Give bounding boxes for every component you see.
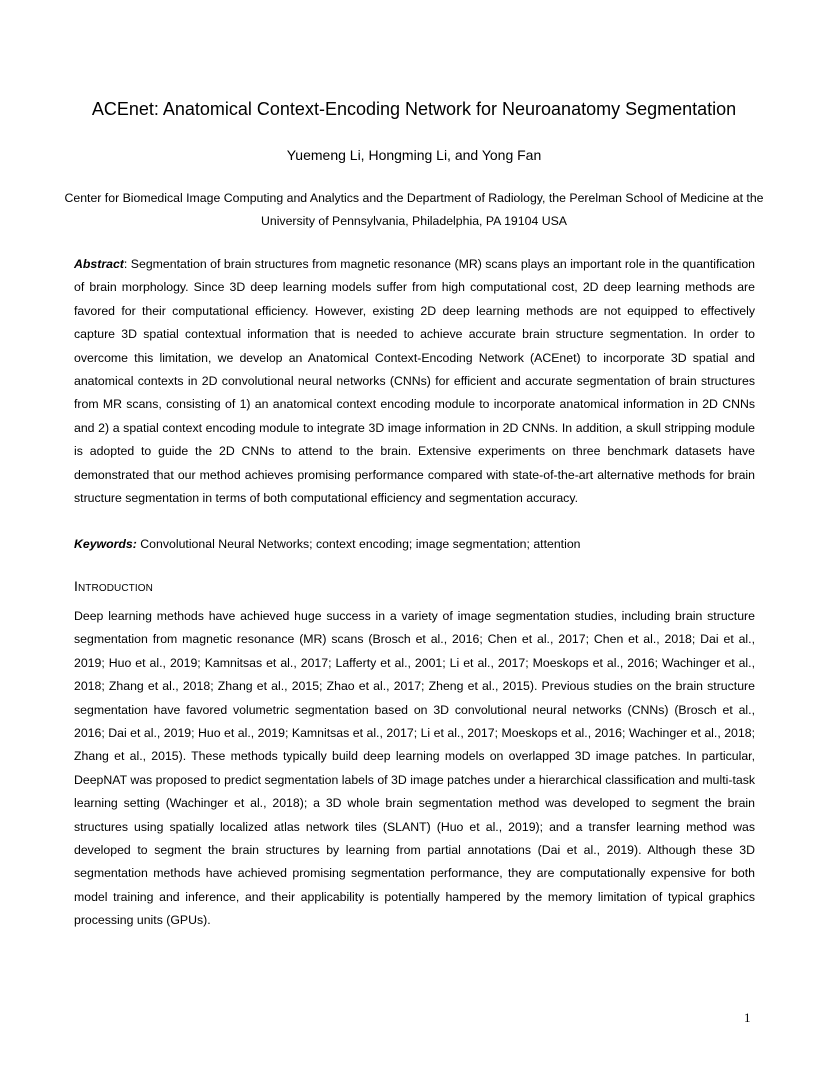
keywords [74, 533, 755, 556]
abstract-label: Abstract [74, 257, 124, 271]
paper-title: ACEnet: Anatomical Context-Encoding Network for Neuroanatomy Segmentation [91, 99, 737, 119]
affiliation: Center for Biomedical Image Computing and Analytics and the Department of Radiology, the Perelman School of Medicine at the University of Pennsylvania, Philadelphia, PA 19104 USA [64, 191, 764, 228]
abstract-text: : Segmentation of brain structures from magnetic resonance (MR) scans plays an important role in the quantification of brain morphology. Since 3D deep learning models suffer from high computational cost, 2D deep learning methods are favored for their computational efficiency. However, existing 2D deep learning methods are not equipped to effectively capture 3D spatial contextual information that is needed to achieve accurate brain structure segmentation. In order to overcome this limitation, we develop an Anatomical Context-Encoding Network (ACEnet) to incorporate 3D spatial and anatomical contexts in 2D convolutional neural networks (CNNs) for efficient and accurate segmentation of brain structures from MR scans, consisting of 1) an anatomical context encoding module to incorporate anatomical information in 2D CNNs and 2) a spatial context encoding module to integrate 3D image information in 2D CNNs. In addition, a skull stripping module is adopted to guide the 2D CNNs to attend to the brain. Extensive experiments on three benchmark datasets have demonstrated that our method achieves promising performance compared with state-of-the-art alternative methods for brain structure segmentation in terms of both computational efficiency and segmentation accuracy. [74, 257, 755, 506]
keywords-label: Keywords: [74, 537, 137, 551]
page-number: 1 [744, 1010, 751, 1025]
abstract [74, 253, 755, 510]
section-heading-introduction: Introduction [74, 578, 153, 594]
author-list: Yuemeng Li, Hongming Li, and Yong Fan [286, 147, 542, 163]
keywords-text: Convolutional Neural Networks; context encoding; image segmentation; attention [136, 537, 581, 551]
introduction-paragraph: Deep learning methods have achieved huge success in a variety of image segmentation studies, including brain structure segmentation from magnetic resonance (MR) scans (Brosch et al., 2016; Chen et al., 2017; Chen et al., 2018; Dai et al., 2019; Huo et al., 2019; Kamnitsas et al., 2017; Lafferty et al., 2001; Li et al., 2017; Moeskops et al., 2016; Wachinger et al., 2018; Zhang et al., 2018; Zhang et al., 2015; Zhao et al., 2017; Zheng et al., 2015). Previous studies on the brain structure segmentation have favored volumetric segmentation based on 3D convolutional neural networks (CNNs) (Brosch et al., 2016; Dai et al., 2019; Huo et al., 2019; Kamnitsas et al., 2017; Li et al., 2017; Moeskops et al., 2016; Wachinger et al., 2018; Zhang et al., 2015). These methods typically build deep learning models on overlapped 3D image patches. In particular, DeepNAT was proposed to predict segmentation labels of 3D image patches under a hierarchical classification and multi-task learning setting (Wachinger et al., 2018); a 3D whole brain segmentation method was developed to segment the brain structures using spatially localized atlas network tiles (SLANT) (Huo et al., 2019); and a transfer learning method was developed to segment the brain structures by learning from partial annotations (Dai et al., 2019). Although these 3D segmentation methods have achieved promising segmentation performance, they are computationally expensive for both model training and inference, and their applicability is potentially hampered by the memory limitation of typical graphics processing units (GPUs). [74, 609, 755, 928]
